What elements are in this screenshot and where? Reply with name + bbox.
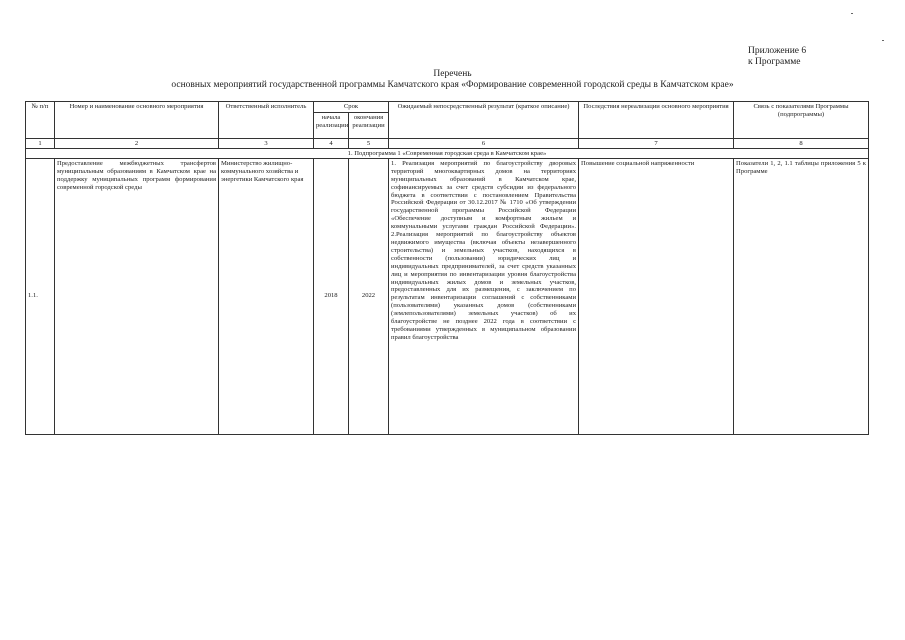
document-title: Перечень <box>433 69 472 79</box>
header-end: окончания реализации <box>349 112 389 138</box>
scan-speck <box>882 40 884 41</box>
col-number-3: 3 <box>219 138 314 148</box>
row-num: 1.1. <box>26 158 55 434</box>
col-number-8: 8 <box>734 138 869 148</box>
header-consequences: Последствия нереализации основного мероприятия <box>579 102 734 139</box>
row-start: 2018 <box>314 158 349 434</box>
col-number-5: 5 <box>349 138 389 148</box>
row-end: 2022 <box>349 158 389 434</box>
subprogram-row: 1. Подпрограмма 1 «Современная городская среда в Камчатском крае» <box>26 148 869 158</box>
col-number-6: 6 <box>389 138 579 148</box>
header-start: начала реализации <box>314 112 349 138</box>
row-consequences: Повышение социальной напряженности <box>579 158 734 434</box>
col-number-1: 1 <box>26 138 55 148</box>
document-subtitle: основных мероприятий государственной программы Камчатского края «Формирование современной городской среды в Камчатском крае» <box>171 80 734 90</box>
row-result: 1. Реализация мероприятий по благоустройству дворовых территорий многоквартирных домов на территориях муниципальных образований в Камчатском крае, софинансируемых за счет средств субсидии из федерального бюджета в соответствии с постановлением Правительства Российской Федерации от 30.12.2017 № 1710 «Об утверждении государственной программы Российской Федерации «Обеспечение доступным и комфортным жильем и коммунальными услугами граждан Российской Федерации». 2.Реализация мероприятий по благоустройству объектов недвижимого имущества (включая объекты незавершенного строительства) и земельных участков, находящихся в собственности (пользовании) юридических лиц и индивидуальных предпринимателей, за счет средств указанных лиц и мероприятия по инвентаризации уровня благоустройства индивидуальных жилых домов и земельных участков, предоставленных для их размещения, с заключением по результатам инвентаризации соглашений с собственниками (пользователями) указанных домов (собственниками (землепользователями) земельных участков) об их благоустройстве не позднее 2022 года в соответствии с требованиями утвержденных в муниципальном образовании правил благоустройства <box>389 158 579 434</box>
header-term: Срок <box>314 102 389 113</box>
header-name: Номер и наименование основного мероприятия <box>55 102 219 139</box>
header-executor: Ответственный исполнитель <box>219 102 314 139</box>
row-link: Показатели 1, 2, 1.1 таблицы приложения 5 к Программе <box>734 158 869 434</box>
col-number-4: 4 <box>314 138 349 148</box>
appendix-line-2: к Программе <box>748 57 801 67</box>
header-result: Ожидаемый непосредственный результат (краткое описание) <box>389 102 579 139</box>
measures-table <box>25 101 869 435</box>
col-number-2: 2 <box>55 138 219 148</box>
appendix-note <box>748 46 806 68</box>
row-name: Предоставление межбюджетных трансфертов муниципальным образованиям в Камчатском крае на поддержку муниципальных программ формирования современной городской среды <box>55 158 219 434</box>
col-number-7: 7 <box>579 138 734 148</box>
document-heading <box>0 69 905 91</box>
appendix-line-1: Приложение 6 <box>748 46 807 56</box>
scan-speck <box>851 13 853 14</box>
header-num: № п/п <box>26 102 55 139</box>
header-link: Связь с показателями Программы (подпрограммы) <box>734 102 869 139</box>
row-executor: Министерство жилищно-коммунального хозяйства и энергетики Камчатского края <box>219 158 314 434</box>
